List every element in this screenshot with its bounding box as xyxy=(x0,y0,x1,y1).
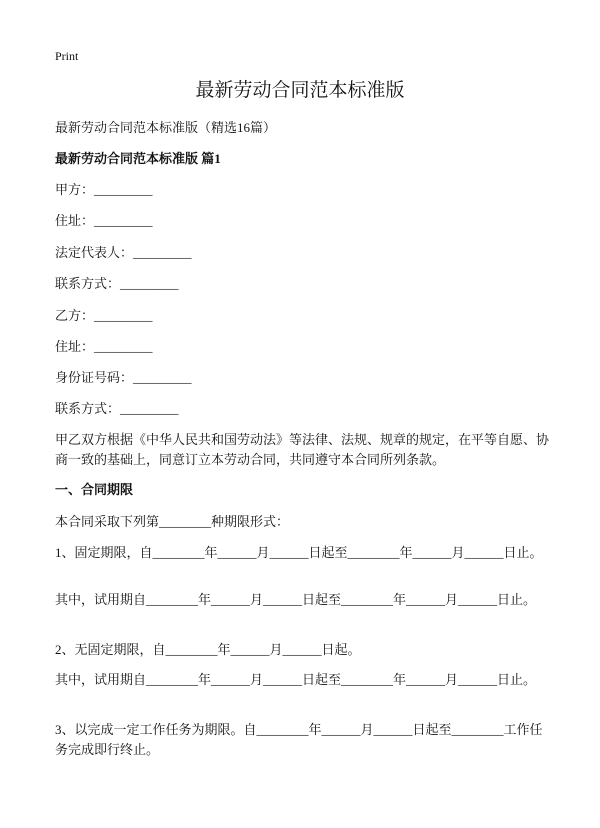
clause-heading: 一、合同期限 xyxy=(55,482,134,497)
field-address-a: 住址：_________ xyxy=(55,213,153,228)
clause-line: 2、无固定期限，自________年______月______日起。 xyxy=(55,642,361,657)
clause-line: 其中，试用期自________年______月______日起至________年______月______日止。 xyxy=(55,672,537,687)
field-address-b: 住址：_________ xyxy=(55,339,153,354)
field-legal-rep: 法定代表人：_________ xyxy=(55,245,192,260)
clause-line: 其中，试用期自________年______月______日起至________年______月______日止。 xyxy=(55,592,537,607)
field-id-number: 身份证号码：_________ xyxy=(55,370,192,385)
clause-line: 3、以完成一定工作任务为期限。自________年______月______日起至________工作任务完成即行终止。 xyxy=(55,722,543,757)
clause-line: 本合同采取下列第________种期限形式： xyxy=(55,514,290,529)
field-contact-a: 联系方式：_________ xyxy=(55,276,179,291)
document-title: 最新劳动合同范本标准版 xyxy=(195,79,405,101)
field-party-b: 乙方：_________ xyxy=(55,308,153,323)
intro-paragraph: 甲乙双方根据《中华人民共和国劳动法》等法律、法规、规章的规定，在平等自愿、协商一致的基础上，同意订立本劳动合同，共同遵守本合同所列条款。 xyxy=(55,432,550,467)
document-subtitle: 最新劳动合同范本标准版（精选16篇） xyxy=(55,120,277,135)
field-party-a: 甲方：_________ xyxy=(55,182,153,197)
field-contact-b: 联系方式：_________ xyxy=(55,401,179,416)
clause-line: 1、固定期限，自________年______月______日起至________年______月______日止。 xyxy=(55,545,543,560)
section-heading: 最新劳动合同范本标准版 篇1 xyxy=(55,151,221,166)
print-link[interactable]: Print xyxy=(55,49,79,63)
